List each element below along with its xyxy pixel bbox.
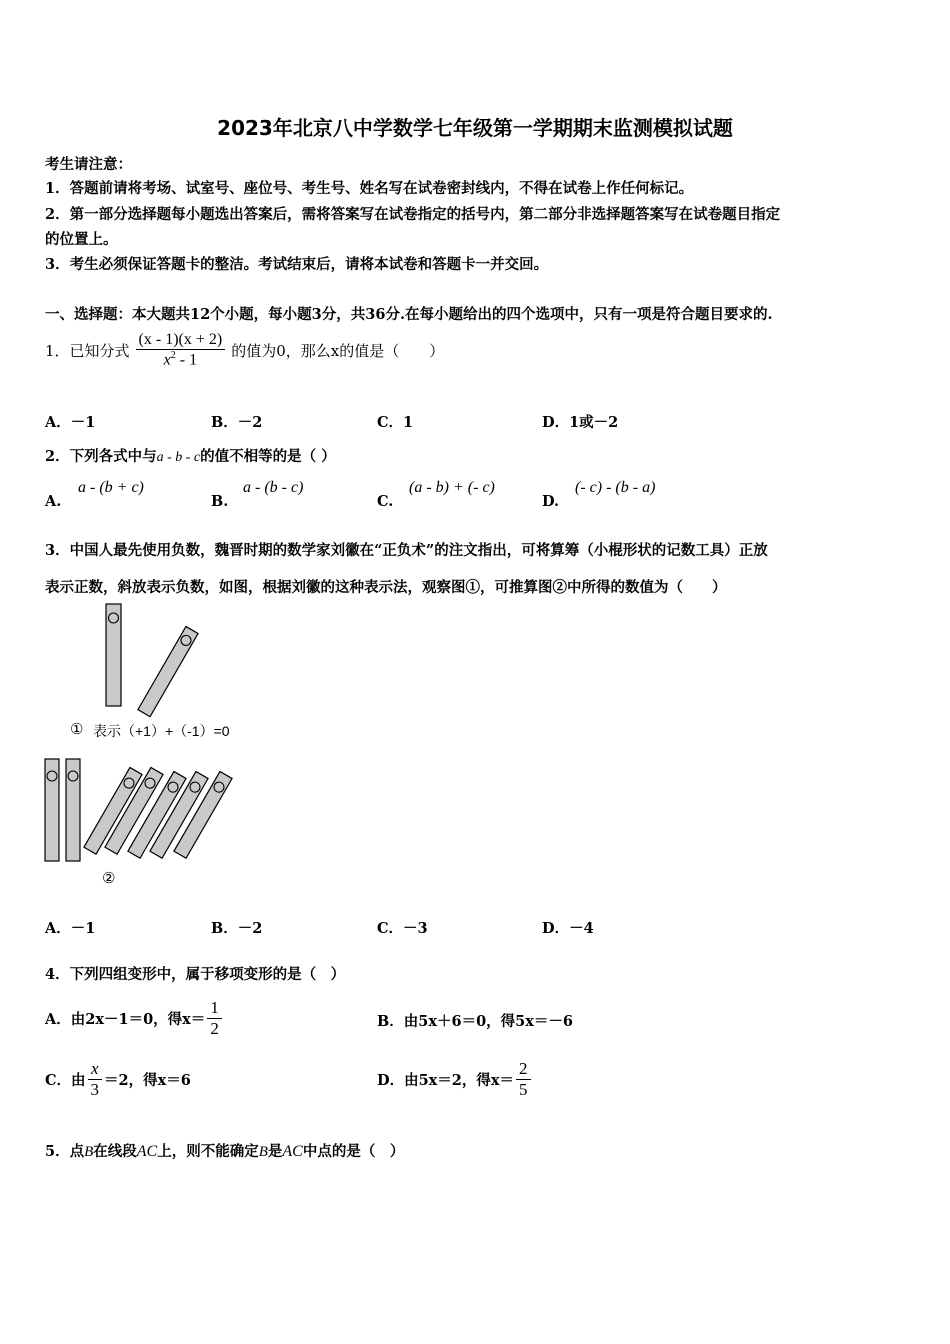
q2-expr-d: (- c) - (b - a) [575, 479, 656, 496]
notice-item-3: 3．考生必须保证答题卡的整洁。考试结束后，请将本试卷和答题卡一并交回。 [45, 256, 549, 273]
q4-option-c-post: ＝2，得x＝6 [104, 1071, 191, 1089]
q3-line-2: 表示正数，斜放表示负数，如图，根据刘徽的这种表示法，观察图①，可推算图②中所得的数值为（ ） [45, 579, 727, 596]
q5-suffix: 中点的是（ ） [302, 1143, 405, 1160]
q2-label-d: D. [542, 493, 560, 510]
q4-stem: 4．下列四组变形中，属于移项变形的是（ ） [45, 966, 346, 983]
slanted-rod [138, 627, 198, 717]
notice-item-2: 2．第一部分选择题每小题选出答案后，需将答案写在试卷指定的括号内，第二部分非选择题答案写在试卷题目指定 [45, 206, 781, 223]
q4-option-d [377, 1056, 531, 1102]
q2-suffix: 的值不相等的是（ ） [200, 448, 336, 465]
figure-1-label: ① [70, 721, 84, 738]
q3-option-a: A．－1 [45, 920, 96, 937]
q5-text: 是 [267, 1143, 283, 1160]
q5-text: 上，则不能确定 [157, 1143, 259, 1160]
q2-label-c: C. [377, 493, 394, 510]
q2-prefix: 2．下列各式中与 [45, 448, 157, 465]
q5-text: 在线段 [93, 1143, 137, 1160]
notice-heading: 考生请注意： [45, 156, 132, 173]
q2-label-b: B. [211, 493, 229, 510]
q2-label-a: A. [45, 493, 62, 510]
q2-expr: a - b - c [156, 450, 201, 465]
q5-point-b: B [258, 1144, 268, 1160]
counting-rods-figure-1 [60, 598, 280, 748]
q2-expr-b: a - (b - c) [243, 479, 304, 496]
q4-option-c [45, 1056, 191, 1102]
q5-prefix: 5．点 [45, 1143, 85, 1160]
fraction-denominator: 5 [519, 1079, 528, 1099]
q4-option-c-fraction [88, 1059, 103, 1100]
fraction-denominator: 2 [210, 1018, 219, 1038]
question-1 [45, 326, 444, 374]
q4-option-b: B．由5x＋6＝0，得5x＝－6 [377, 1013, 573, 1030]
figure-1-caption: 表示（+1）+（-1）=0 [93, 723, 230, 739]
q3-option-d: D．－4 [542, 920, 594, 937]
fraction-numerator: 1 [210, 997, 219, 1017]
q1-prefix: 1．已知分式 [45, 341, 130, 360]
q3-option-b: B．－2 [211, 920, 263, 937]
notice-item-1: 1．答题前请将考场、试室号、座位号、考生号、姓名写在试卷密封线内，不得在试卷上作任何标记。 [45, 180, 694, 197]
counting-rods-figure-2 [40, 755, 260, 895]
q1-fraction [136, 331, 226, 369]
fraction-numerator: 2 [519, 1058, 528, 1078]
question-2 [45, 445, 336, 466]
q5-segment-ac: AC [282, 1143, 303, 1160]
fraction-denominator: 3 [90, 1079, 100, 1099]
figure-2-label: ② [102, 870, 116, 887]
q4-option-a-fraction [207, 998, 222, 1039]
q1-denominator-exp: 2 [170, 349, 176, 361]
page-title: 2023年北京八中学数学七年级第一学期期末监测模拟试题 [217, 116, 733, 140]
q1-numerator: (x - 1)(x + 2) [138, 330, 223, 348]
q5-point-b: B [84, 1144, 94, 1160]
fraction-numerator: x [91, 1058, 99, 1078]
q1-option-c: C．1 [377, 414, 414, 431]
q1-suffix: 的值为0，那么x的值是（ ） [231, 341, 445, 360]
q1-option-b: B．－2 [211, 414, 263, 431]
q4-option-c-pre: C．由 [45, 1071, 86, 1089]
q2-expr-a: a - (b + c) [78, 479, 144, 496]
q4-option-d-fraction [516, 1059, 531, 1100]
q1-denominator-tail: - 1 [175, 351, 198, 369]
q1-denominator-base: x [163, 351, 171, 369]
q5-segment-ac: AC [136, 1143, 158, 1160]
q2-expr-c: (a - b) + (- c) [409, 479, 495, 496]
question-5 [45, 1140, 404, 1161]
q4-option-d-text: D．由5x＝2，得x＝ [377, 1071, 515, 1089]
q1-option-a: A．－1 [45, 414, 96, 431]
q3-option-c: C．－3 [377, 920, 428, 937]
q4-option-a [45, 995, 222, 1041]
q4-option-a-text: A．由2x－1＝0，得x＝ [45, 1010, 206, 1028]
q3-line-1: 3．中国人最先使用负数，魏晋时期的数学家刘徽在“正负术”的注文指出，可将算筹（小棍形状的记数工具）正放 [45, 542, 768, 559]
q1-option-d: D．1或－2 [542, 414, 619, 431]
section-heading: 一、选择题：本大题共12个小题，每小题3分，共36分.在每小题给出的四个选项中，只有一项是符合题目要求的. [45, 306, 773, 323]
notice-item-2-cont: 的位置上。 [45, 231, 118, 248]
